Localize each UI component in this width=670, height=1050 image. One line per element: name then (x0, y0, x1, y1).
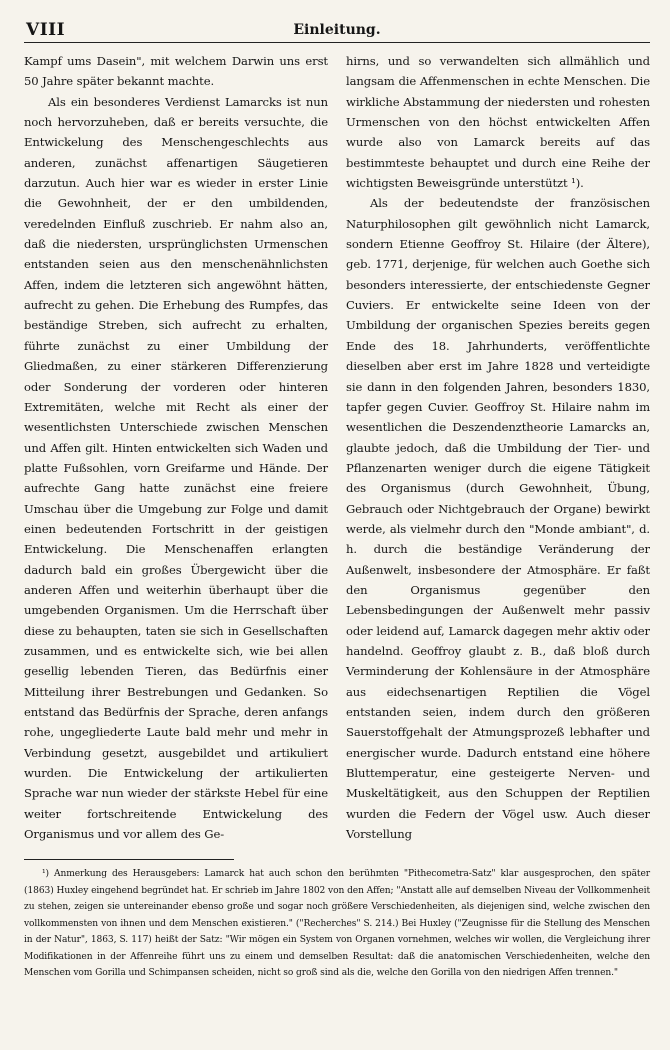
right-column (346, 51, 650, 849)
page-header (24, 12, 650, 42)
two-column-body (24, 51, 650, 849)
paragraph: hirns, und so verwandelten sich allmählich und langsam die Affenmenschen in echte Menschen. Die wirkliche Abstammung der niedersten und rohesten Urmenschen von den höchst entwickelten Affen wurde also von Lamarck bereits auf das bestimmteste behauptet und durch eine Reihe der wichtigsten Beweisgründe unterstützt ¹). (346, 54, 650, 191)
paragraph: Als ein besonderes Verdienst Lamarcks ist nun noch hervorzuheben, daß er bereits versuchte, die Entwickelung des Menschengeschlechts aus anderen, zunächst affenartigen Säugetieren darzutun. Auch hier war es wieder in erster Linie die Gewohnheit, der er den umbildenden, veredelnden Einfluß zuschrieb. Er nahm also an, daß die niedersten, ursprünglichsten Urmenschen entstanden seien aus den menschenähnlichsten Affen, indem die letzteren sich angewöhnt hätten, aufrecht zu gehen. Die Erhebung des Rumpfes, das beständige Streben, sich aufrecht zu erhalten, führte zunächst zu einer Umbildung der Gliedmaßen, zu einer stärkeren Differenzierung oder Sonderung der vorderen oder hinteren Extremitäten, welche mit Recht als einer der wesentlichsten Unterschiede zwischen Menschen und Affen gilt. Hinten entwickelten sich Waden und platte Fußsohlen, vorn Greifarme und Hände. Der aufrechte Gang hatte zunächst eine freiere Umschau über die Umgebung zur Folge und damit einen bedeutenden Fortschritt in der geistigen Entwickelung. Die Menschenaffen erlangten dadurch bald ein großes Übergewicht über die anderen Affen und weiterhin überhaupt über die umgebenden Organismen. Um die Herrschaft über diese zu behaupten, taten sie sich in Gesellschaften zusammen, und es entwickelte sich, wie bei allen gesellig lebenden Tieren, das Bedürfnis einer Mitteilung ihrer Bestrebungen und Gedanken. So entstand das Bedürfnis der Sprache, deren anfangs rohe, ungegliederte Laute bald mehr und mehr in Verbindung gesetzt, ausgebildet und artikuliert wurden. Die Entwickelung der artikulierten Sprache war nun wieder der stärkste Hebel für eine weiter fortschreitende Entwickelung des Organismus und vor allem des Ge- (24, 94, 328, 842)
paragraph: Kampf ums Dasein", mit welchem Darwin uns erst 50 Jahre später bekannt machte. (24, 54, 328, 89)
footnote-text: ¹) Anmerkung des Herausgebers: Lamarck hat auch schon den berühmten "Pithecometra-Satz" klar ausgesprochen, den später (1863) Huxley eingehend begründet hat. Er schrieb im Jahre 1802 von den Affen; "Anstatt alle auf demselben Niveau der Vollkommenheit zu stehen, zeigen sie untereinander ebenso große und sogar noch größere Verschiedenheiten, als diejenigen sind, welche zwischen den vollkommensten von ihnen und dem Menschen existieren." ("Recherches" S. 214.) Bei Huxley ("Zeugnisse für die Stellung des Menschen in der Natur", 1863, S. 117) heißt der Satz: "Wir mögen ein System von Organen vornehmen, welches wir wollen, die Vergleichung ihrer Modifikationen in der Affenreihe führt uns zu einem und demselben Resultat: daß die anatomischen Verschiedenheiten, welche den Menschen vom Gorilla und Schimpansen scheiden, nicht so groß sind als die, welche den Gorilla von den niedrigen Affen trennen." (24, 869, 650, 978)
footnote-rule (24, 859, 234, 860)
left-column (24, 51, 328, 849)
running-head: Einleitung. (293, 22, 381, 38)
footnote (24, 866, 650, 982)
page-number: VIII (26, 20, 66, 40)
paragraph: Als der bedeutendste der französischen Naturphilosophen gilt gewöhnlich nicht Lamarck, sondern Etienne Geoffroy St. Hilaire (der Ältere), geb. 1771, derjenige, für welchen auch Goethe sich besonders interessierte, der entschiedenste Gegner Cuviers. Er entwickelte seine Ideen von der Umbildung der organischen Spezies bereits gegen Ende des 18. Jahrhunderts, veröffentlichte dieselben aber erst im Jahre 1828 und verteidigte sie dann in den folgenden Jahren, besonders 1830, tapfer gegen Cuvier. Geoffroy St. Hilaire nahm im wesentlichen die Deszendenztheorie Lamarcks an, glaubte jedoch, daß die Umbildung der Tier- und Pflanzenarten weniger durch die eigene Tätigkeit des Organismus (durch Gewohnheit, Übung, Gebrauch oder Nichtgebrauch der Organe) bewirkt werde, als vielmehr durch den "Monde ambiant", d. h. durch die beständige Veränderung der Außenwelt, insbesondere der Atmosphäre. Er faßt den Organismus gegenüber den Lebensbedingungen der Außenwelt mehr passiv oder leidend auf, Lamarck dagegen mehr aktiv oder handelnd. Geoffroy glaubt z. B., daß bloß durch Verminderung der Kohlensäure in der Atmosphäre aus eidechsenartigen Reptilien die Vögel entstanden seien, indem durch den größeren Sauerstoffgehalt der Atmungsprozeß lebhafter und energischer wurde. Dadurch entstand eine höhere Bluttemperatur, eine gesteigerte Nerven- und Muskeltätigkeit, aus den Schuppen der Reptilien wurden die Federn der Vögel usw. Auch dieser Vorstellung (346, 196, 650, 842)
header-rule (24, 42, 650, 43)
